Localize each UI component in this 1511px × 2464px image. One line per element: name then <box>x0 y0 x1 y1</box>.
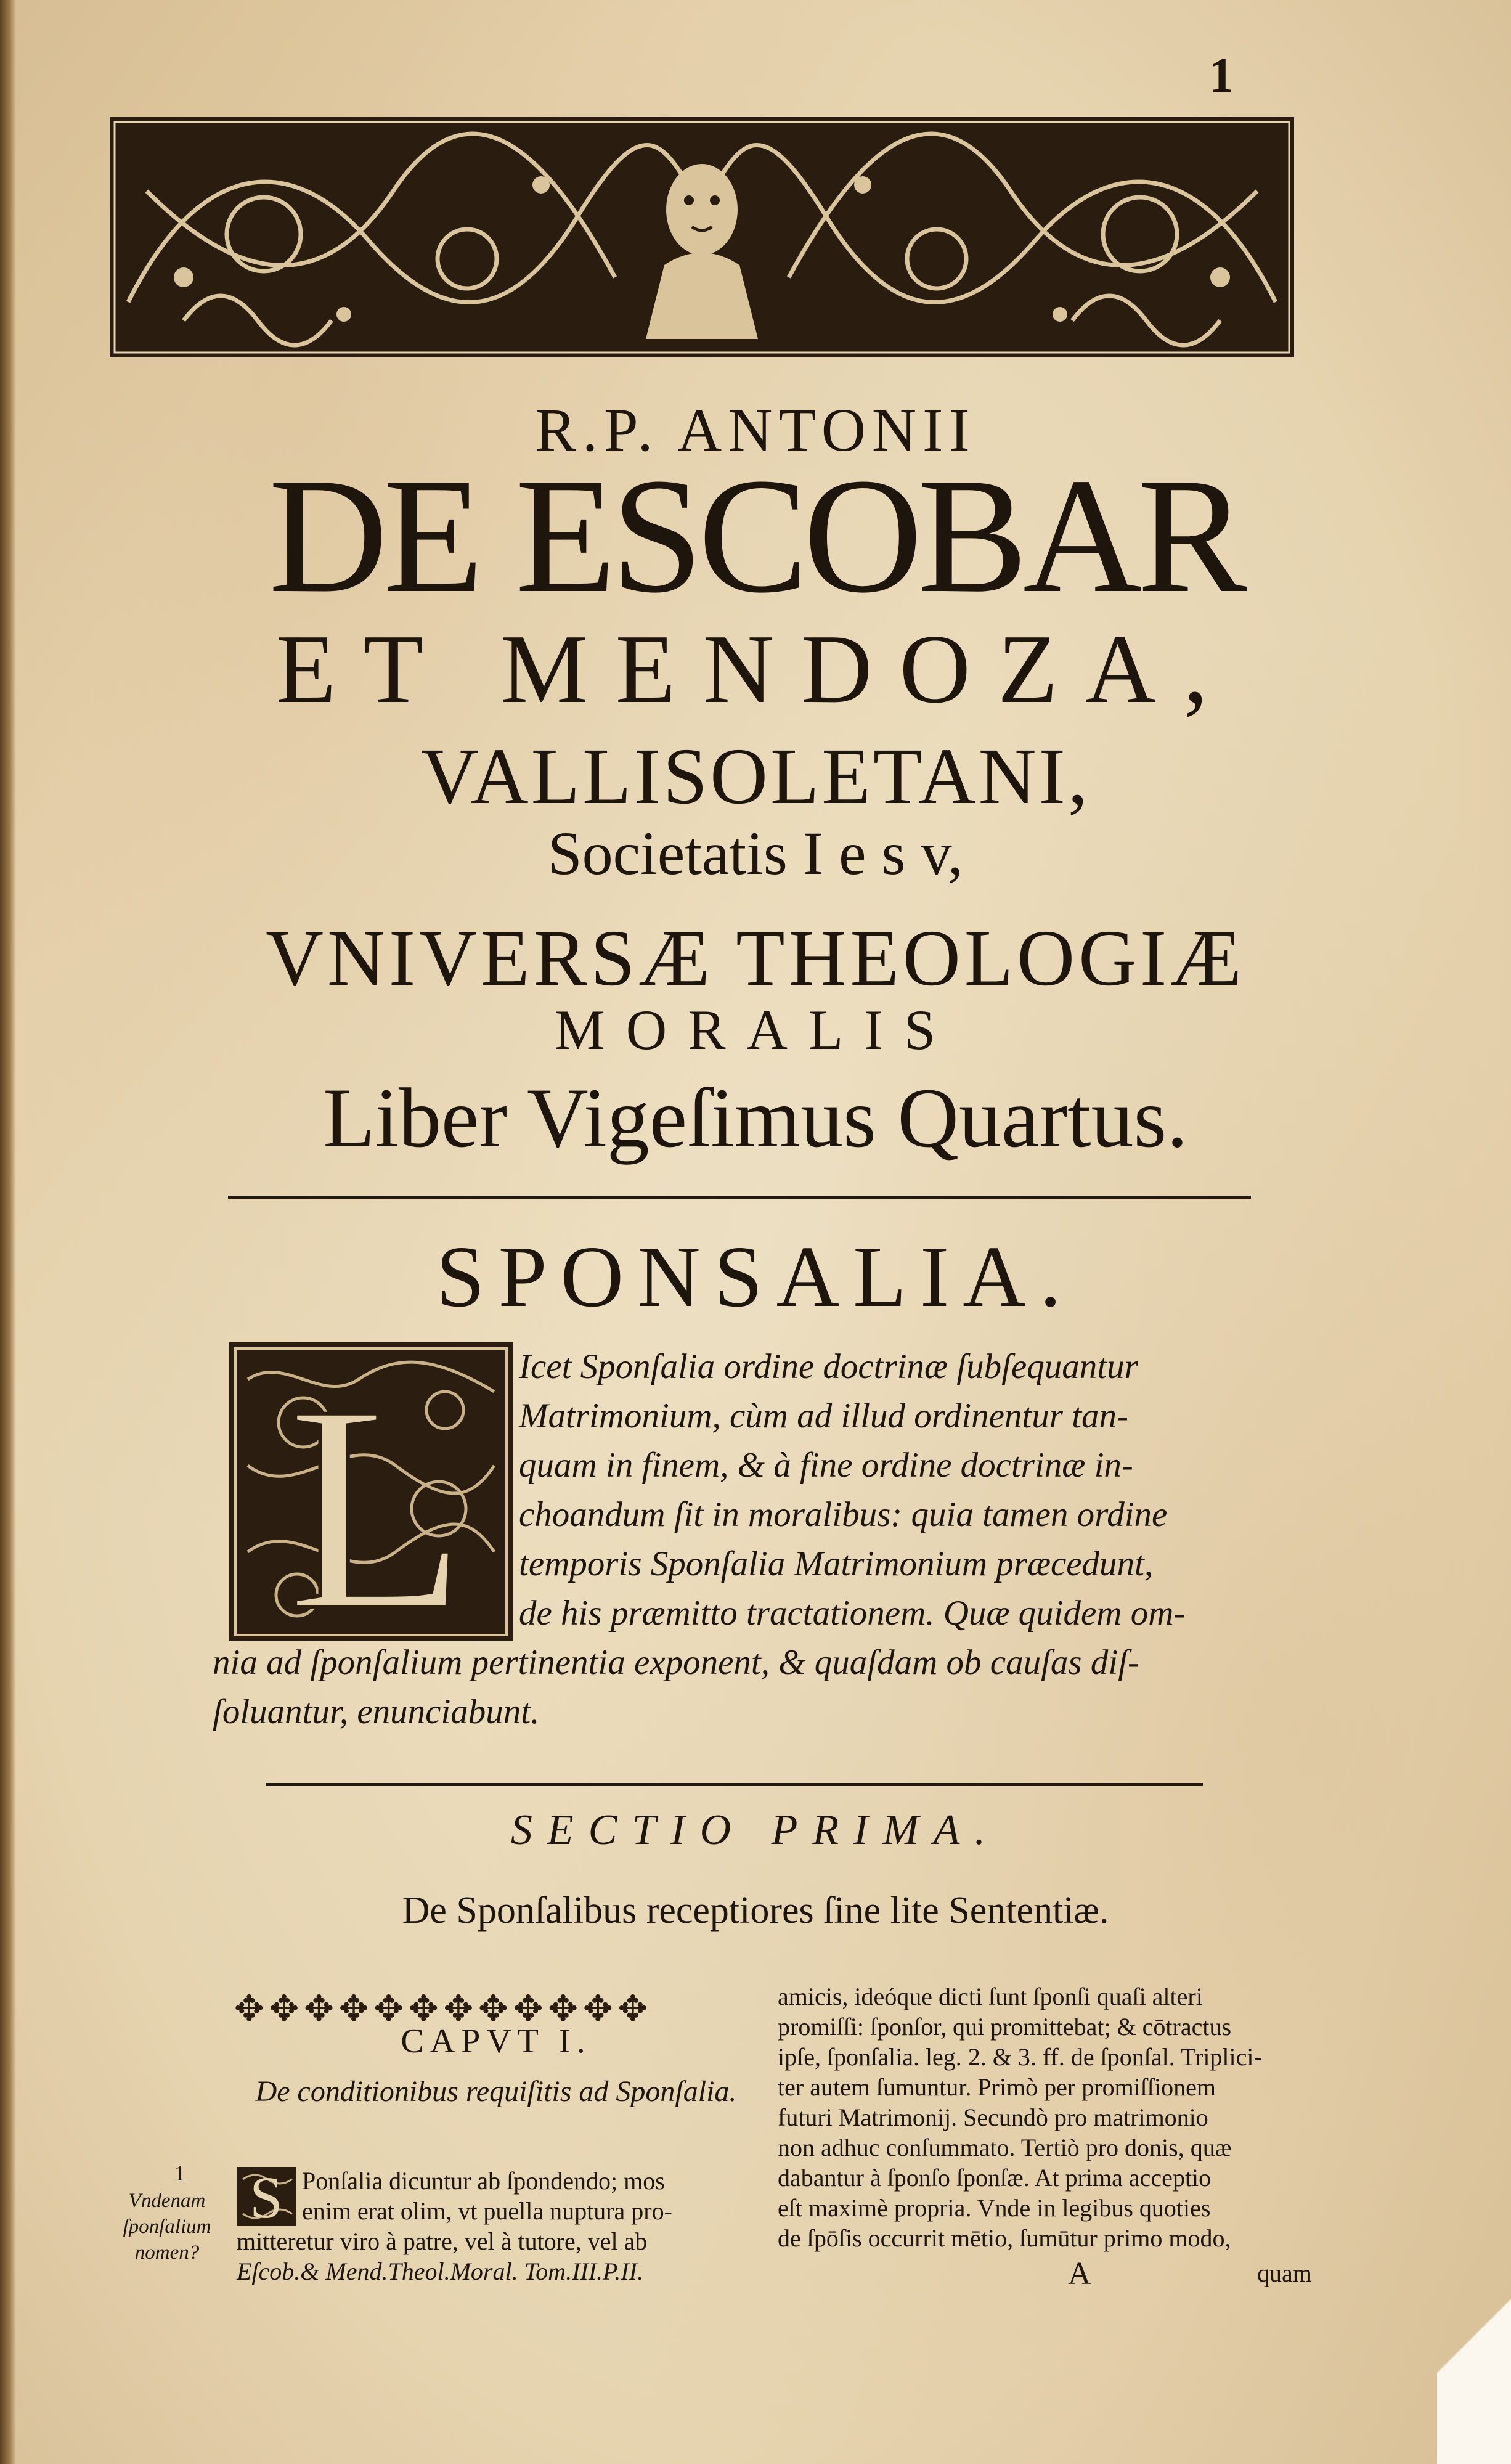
signature-mark: A <box>1068 2256 1091 2291</box>
footer-citation: Eſcob.& Mend.Theol.Moral. Tom.III.P.II. <box>237 2258 643 2285</box>
intro-line: Matrimonium, cùm ad illud ordinentur tan- <box>519 1397 1129 1435</box>
text-line: ter autem ſumuntur. Primò per promiſſionem <box>778 2073 1216 2101</box>
page-corner <box>1437 2261 1511 2464</box>
catchword: quam <box>1257 2259 1312 2287</box>
section-heading: SPONSALIA. <box>436 1228 1075 1325</box>
left-column <box>237 2166 748 2287</box>
divider-rule <box>266 1783 1203 1786</box>
divider-rule <box>228 1196 1251 1199</box>
text-line: promiſſi: ſponſor, qui promittebat; & cōtractus <box>778 2013 1232 2041</box>
author-origin: VALLISOLETANI, <box>420 732 1091 821</box>
caput-subtitle: De conditionibus requiſitis ad Sponſalia. <box>255 2075 737 2108</box>
fleuron-row: ✥✥✥✥✥✥✥✥✥✥✥✥ <box>234 1989 653 2029</box>
author-surname-2: ET MENDOZA, <box>275 614 1236 724</box>
margin-note: Vndenam ſponſalium nomen? <box>123 2190 211 2264</box>
author-order: Societatis I e s v, <box>548 819 963 887</box>
text-line: mitteretur viro à patre, vel à tutore, vel ab <box>237 2227 648 2255</box>
text-line: ipſe, ſponſalia. leg. 2. & 3. ff. de ſponſal. Triplici- <box>778 2043 1262 2071</box>
text-line: amicis, ideóque dicti ſunt ſponſi quaſi alteri <box>778 1983 1203 2010</box>
intro-line: quam in finem, & à fine ordine doctrinæ in- <box>519 1446 1133 1485</box>
text-line: Ponſalia dicuntur ab ſpondendo; mos <box>302 2167 665 2195</box>
intro-line: temporis Sponſalia Matrimonium præcedunt, <box>519 1544 1154 1583</box>
sectio-heading: SECTIO PRIMA. <box>510 1806 1001 1854</box>
text-line: futuri Matrimonij. Secundò pro matrimonio <box>778 2103 1208 2131</box>
text-line: dabantur à ſponſo ſponſæ. At prima acceptio <box>778 2164 1212 2192</box>
margin-number: 1 <box>174 2161 185 2185</box>
sectio-subtitle: De Sponſalibus receptiores ſine lite Sententiæ. <box>402 1890 1109 1932</box>
book-number: Liber Vigeſimus Quartus. <box>323 1071 1188 1165</box>
headpiece-ornament <box>110 117 1294 357</box>
caput-heading: CAPVT I. <box>401 2022 592 2060</box>
page-gutter-shadow <box>0 0 16 2464</box>
intro-paragraph <box>213 1342 1285 1737</box>
text-line: enim erat olim, vt puella nuptura pro- <box>302 2197 672 2225</box>
author-prefix: R.P. ANTONII <box>535 396 976 464</box>
initial-letter-l: L <box>287 1344 468 1641</box>
work-title-2: MORALIS <box>554 998 957 1061</box>
text-line: de ſpōſis occurrit mētio, ſumūtur primo modo, <box>778 2224 1231 2252</box>
work-title: VNIVERSÆ THEOLOGIÆ <box>266 914 1245 1003</box>
intro-line: de his præmitto tractationem. Quæ quidem om- <box>519 1594 1186 1633</box>
intro-line: ſoluantur, enunciabunt. <box>213 1692 540 1731</box>
intro-line: choandum ſit in moralibus: quia tamen ordine <box>519 1495 1168 1534</box>
intro-line: Icet Sponſalia ordine doctrinæ ſubſequantur <box>519 1347 1138 1386</box>
intro-line: nia ad ſponſalium pertinentia exponent, & quaſdam ob cauſas diſ- <box>213 1643 1140 1682</box>
right-column <box>778 1981 1295 2253</box>
initial-letter-s: S <box>250 2167 283 2226</box>
text-line: eſt maximè propria. Vnde in legibus quoties <box>778 2194 1211 2222</box>
page-number: 1 <box>1209 49 1234 103</box>
author-surname: DE ESCOBAR <box>268 444 1243 627</box>
text-line: non adhuc conſummato. Tertiò pro donis, quæ <box>778 2134 1232 2161</box>
